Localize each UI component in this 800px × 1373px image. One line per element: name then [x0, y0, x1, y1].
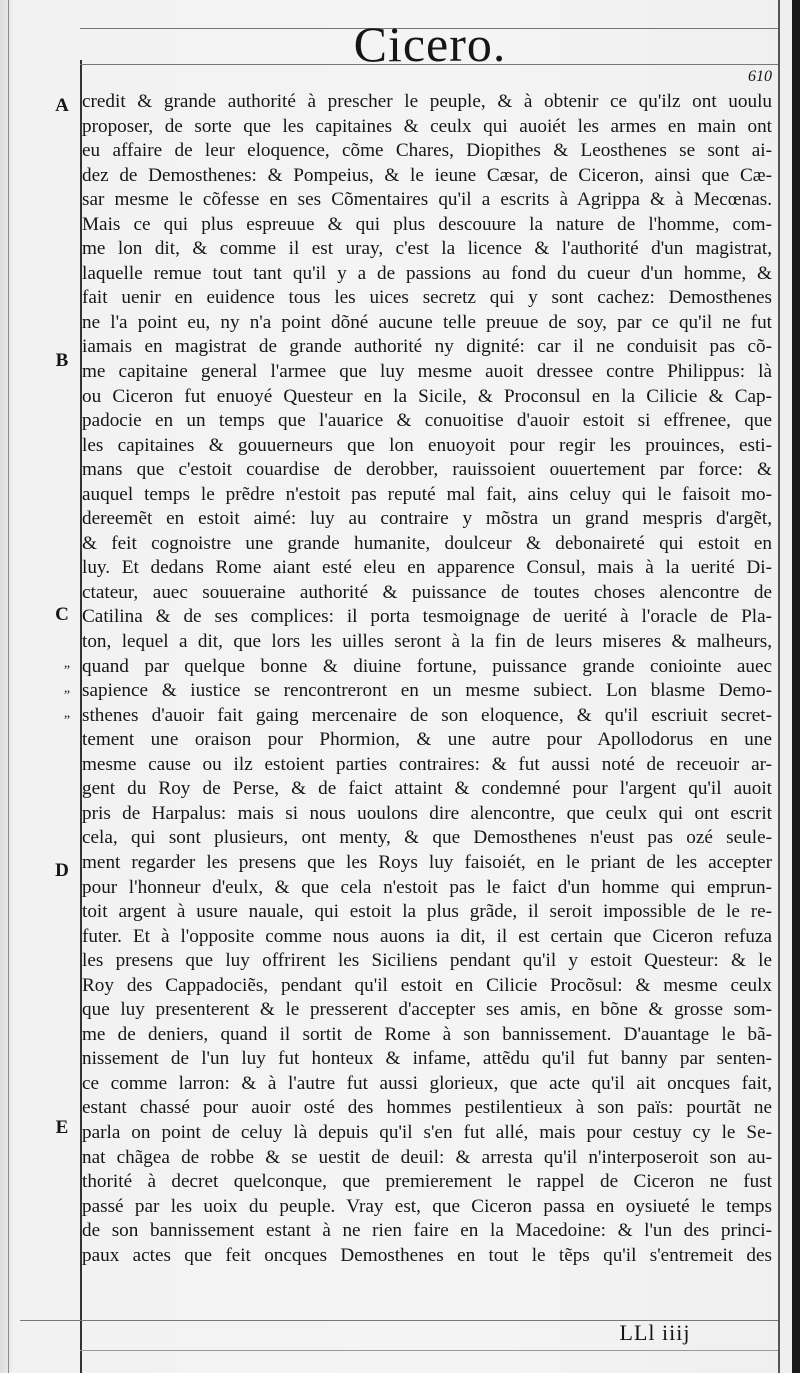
text-line: tement une oraison pour Phormion, & une autre pour Apollodorus en une — [82, 729, 772, 751]
right-margin-rule — [778, 0, 780, 1373]
text-line: mesme cause ou ilz estoient parties contraires: & fut aussi noté de receuoir ar- — [82, 753, 772, 775]
margin-marker-b: B — [55, 350, 69, 371]
text-line: sar mesme le cõfesse en ses Cõmentaires qu'il a escrits à Agrippa & à Mecœnas. — [82, 189, 772, 211]
text-line: quand par quelque bonne & diuine fortune, puissance grande coniointe auec — [82, 655, 772, 677]
text-line: les presens que luy offrirent les Siciliens pendant qu'il y estoit Questeur: & le — [82, 950, 772, 972]
text-line: ment regarder les presens que les Roys luy faisoiét, en le priant de les accepter — [82, 851, 772, 873]
text-line: ton, lequel a dit, que lors les uilles seront à la fin de leurs miseres & malheurs, — [82, 631, 772, 653]
text-line: fait uenir en euidence tous les uices secretz qui y sont cachez: Demosthenes — [82, 287, 772, 309]
margin-marker-d: D — [55, 860, 69, 881]
text-line: eu affaire de leur eloquence, cõme Chares, Diopithes & Leosthenes se sont ai- — [82, 140, 772, 162]
text-line: passé par les uoix du peuple. Vray est, que Ciceron passa en oysiueté le temps — [82, 1195, 772, 1217]
page-edge-shadow — [792, 0, 800, 1373]
margin-marker-c: C — [55, 604, 69, 625]
text-line: parla on point de celuy là depuis qu'il s'en fut allé, mais pour cestuy cy le Se- — [82, 1121, 772, 1143]
text-line: proposer, de sorte que les capitaines & ceulx qui auoiét les armes en main ont — [82, 115, 772, 137]
text-line: & feit cognoistre une grande humanite, doulceur & debonaireté qui estoit en — [82, 532, 772, 554]
text-line: auquel temps le prẽdre n'estoit pas reputé mal fait, ains celuy qui le faisoit mo- — [82, 483, 772, 505]
text-line: cela, qui sont plusieurs, ont menty, & que Demosthenes n'eust pas ozé seule- — [82, 827, 772, 849]
page-number: 610 — [748, 68, 772, 85]
text-line: nissement de l'un luy fut honteux & infame, attẽdu qu'il fut banny par senten- — [82, 1048, 772, 1070]
text-line: ou Ciceron fut enuoyé Questeur en la Sicile, & Proconsul en la Cilicie & Cap- — [82, 385, 772, 407]
text-line: sapience & iustice se rencontreront en un mesme subiect. Lon blasme Demo- — [82, 680, 772, 702]
running-title: Cicero. — [353, 16, 507, 72]
margin-marker-a: A — [55, 95, 69, 116]
body-text — [82, 90, 772, 1268]
text-line: Catilina & de ses complices: il porta tesmoignage de uerité à l'oracle de Pla- — [82, 606, 772, 628]
text-line: gent du Roy de Perse, & de faict attaint & condemné pour l'argent qu'il auoit — [82, 778, 772, 800]
text-line: me capitaine general l'armee que luy mesme auoit dressee contre Philippus: là — [82, 361, 772, 383]
signature-mark: LLl iiij — [619, 1320, 691, 1345]
gutter-edge — [8, 0, 9, 1373]
quotation-mark: „ — [63, 656, 71, 671]
text-line: estant chassé pour auoir osté des hommes pestilentieux à son païs: pourtãt ne — [82, 1097, 772, 1119]
text-line: Mais ce qui plus espreuue & qui plus descouure la nature de l'homme, com- — [82, 213, 772, 235]
text-line: ctateur, auec souueraine authorité & puissance de toutes choses alencontre de — [82, 581, 772, 603]
text-line: laquelle remue tout tant qu'il y a de passions au fond du cueur d'un homme, & — [82, 262, 772, 284]
text-line: mans que c'estoit couardise de derobber, rauissoient ouuertement par force: & — [82, 459, 772, 481]
footer-rule-lower — [80, 1350, 778, 1351]
text-line: luy. Et dedans Rome aiant esté eleu en apparence Consul, mais à la uerité Di- — [82, 557, 772, 579]
text-line: futer. Et à l'opposite comme nous auons ia dit, il est certain que Ciceron refuza — [82, 925, 772, 947]
text-line: ce comme larron: & à l'autre fut aussi glorieux, que acte qu'il ait oncques fait, — [82, 1072, 772, 1094]
text-line: credit & grande authorité à prescher le peuple, & à obtenir ce qu'ilz ont uoulu — [82, 91, 772, 112]
text-line: sthenes d'auoir fait gaing mercenaire de son eloquence, & qu'il escriuit secret- — [82, 704, 772, 726]
text-line: dereemẽt en estoit aimé: luy au contraire y mõstra un grand mespris d'argẽt, — [82, 508, 772, 530]
text-line: ne l'a point eu, ny n'a point dõné aucune telle preuue de soy, par ce qu'il ne fut — [82, 311, 772, 333]
margin-marker-e: E — [55, 1117, 69, 1138]
text-line: pris de Harpalus: mais si nous uoulons dire alencontre, que ceulx qui ont escrit — [82, 802, 772, 824]
text-line: que luy presenterent & le presserent d'accepter ses amis, en bõne & grosse som- — [82, 999, 772, 1021]
quotation-mark: „ — [63, 706, 71, 721]
text-line: toit argent à usure nauale, qui estoit la plus grãde, il seroit impossible de le re- — [82, 901, 772, 923]
quotation-mark: „ — [63, 681, 71, 696]
text-line: pour l'honneur d'eulx, & que cela n'estoit pas le faict d'un homme qui emprun- — [82, 876, 772, 898]
text-line: thorité à decret quelconque, que premierement le rappel de Ciceron ne fust — [82, 1171, 772, 1193]
text-line: de son bannissement estant à ne rien faire en la Macedoine: & l'un des princi- — [82, 1220, 772, 1242]
text-line: me lon dit, & comme il est uray, c'est la licence & l'authorité d'un magistrat, — [82, 238, 772, 260]
text-line: Roy des Cappadociẽs, pendant qu'il estoit en Cilicie Procõsul: & mesme ceulx — [82, 974, 772, 996]
text-line: iamais en magistrat de grande authorité ny dignité: car il ne conduisit pas cõ- — [82, 336, 772, 358]
text-line: me de deniers, quand il sortit de Rome à son bannissement. D'auantage le bã- — [82, 1023, 772, 1045]
text-line: les capitaines & gouuerneurs que lon enuoyoit pour regir les prouinces, esti- — [82, 434, 772, 456]
text-line: paux actes que feit oncques Demosthenes en tout le tẽps qu'il s'entremeit des — [82, 1244, 772, 1266]
text-line: padocie en un temps que l'auarice & conuoitise d'auoir estoit si effrenee, que — [82, 410, 772, 432]
text-line: dez de Demosthenes: & Pompeius, & le ieune Cæsar, de Ciceron, ainsi que Cæ- — [82, 164, 772, 186]
text-line: nat chãgea de robbe & se uestit de deuil: & arresta qu'il n'interposeroit son au- — [82, 1146, 772, 1168]
